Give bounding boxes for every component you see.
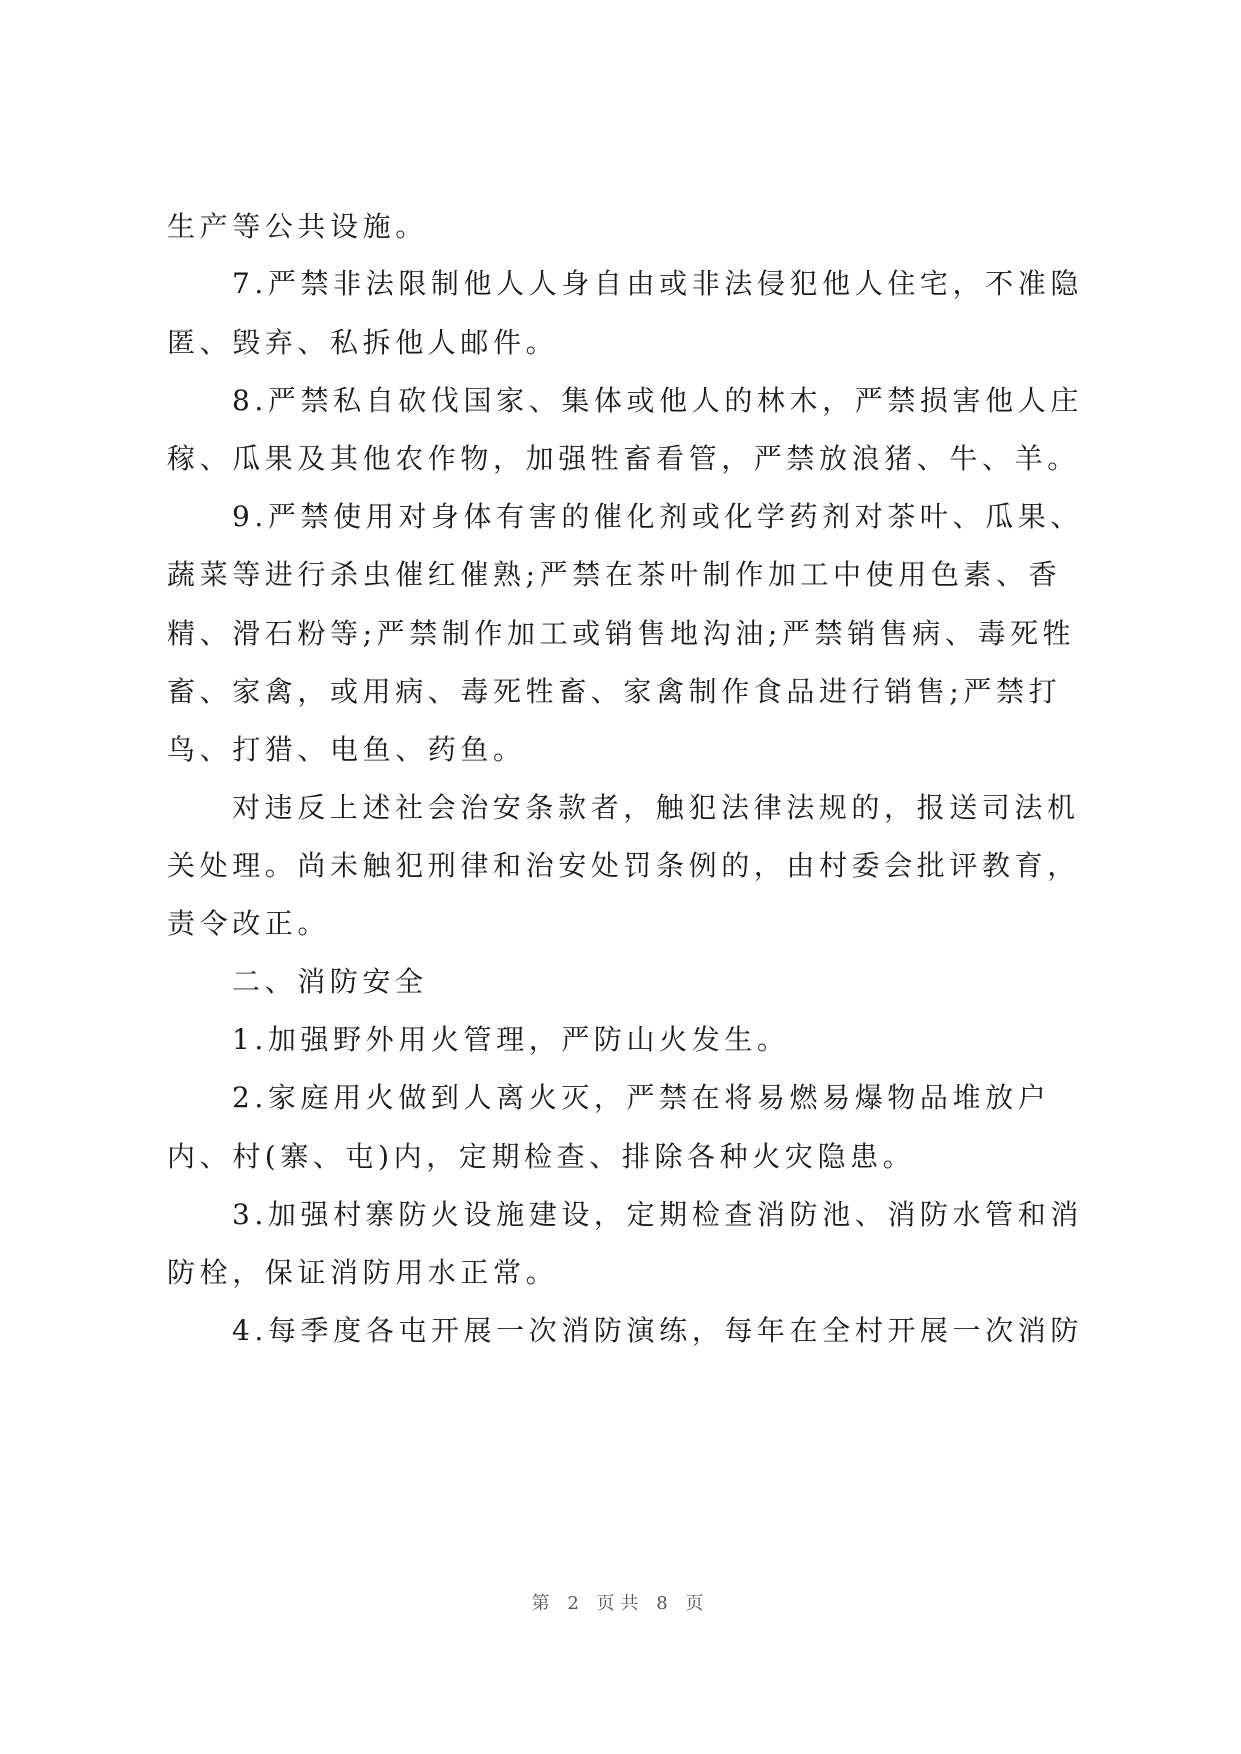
section-heading: 二、消防安全 [232,965,428,998]
body-text-line: 9.严禁使用对身体有害的催化剂或化学药剂对茶叶、瓜果、 [232,500,1083,533]
body-text-line: 责令改正。 [167,907,331,940]
body-text-line: 匿、毁弃、私拆他人邮件。 [167,326,559,359]
body-text-line: 畜、家禽，或用病、毒死牲畜、家禽制作食品进行销售;严禁打 [167,675,1062,708]
body-text-line: 内、村(寨、屯)内，定期检查、排除各种火灾隐患。 [167,1140,916,1173]
body-text-line: 稼、瓜果及其他农作物，加强牲畜看管，严禁放浪猪、牛、羊。 [167,442,1080,475]
body-text-line: 7.严禁非法限制他人人身自由或非法侵犯他人住宅，不准隐 [232,267,1083,300]
body-text-line: 1.加强野外用火管理，严防山火发生。 [232,1023,790,1056]
body-text-line: 对违反上述社会治安条款者，触犯法律法规的，报送司法机 [232,791,1080,824]
body-text-line: 3.加强村寨防火设施建设，定期检查消防池、消防水管和消 [232,1198,1083,1231]
body-text-line: 精、滑石粉等;严禁制作加工或销售地沟油;严禁销售病、毒死牲 [167,617,1076,650]
page-number-footer: 第 2 页共 8 页 [531,1593,710,1614]
body-text-line: 蔬菜等进行杀虫催红催熟;严禁在茶叶制作加工中使用色素、香 [167,558,1062,591]
body-text-line: 鸟、打猎、电鱼、药鱼。 [167,733,526,766]
body-text-line: 2.家庭用火做到人离火灭，严禁在将易燃易爆物品堆放户 [232,1081,1051,1114]
body-text-line: 生产等公共设施。 [167,210,428,243]
body-text-line: 关处理。尚未触犯刑律和治安处罚条例的，由村委会批评教育， [167,849,1080,882]
body-text-line: 防栓，保证消防用水正常。 [167,1256,559,1289]
body-text-line: 8.严禁私自砍伐国家、集体或他人的林木，严禁损害他人庄 [232,384,1083,417]
body-text-line: 4.每季度各屯开展一次消防演练，每年在全村开展一次消防 [232,1314,1083,1347]
